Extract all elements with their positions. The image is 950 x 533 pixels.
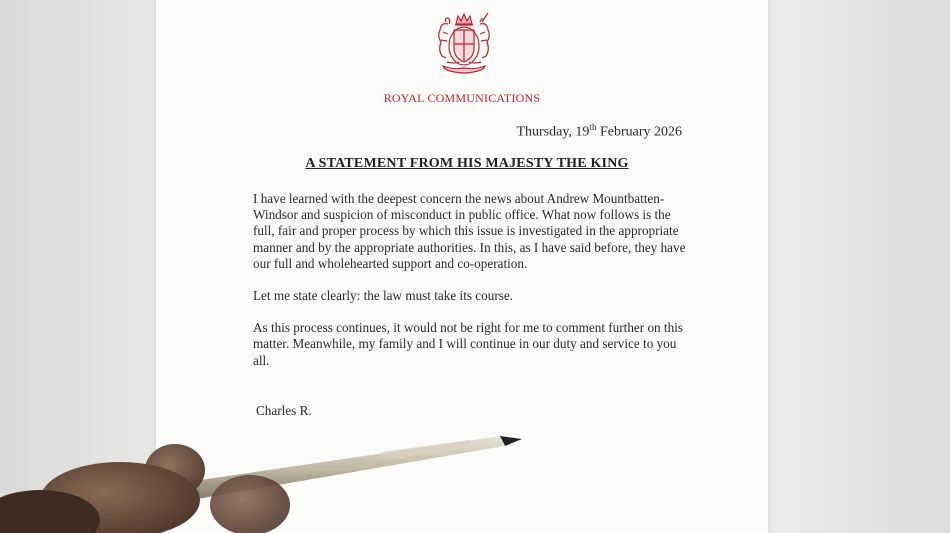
letter-date <box>516 122 682 141</box>
letter-page <box>156 0 768 533</box>
date-rest: February 2026 <box>596 124 682 140</box>
date-prefix: Thursday, 19 <box>516 124 590 140</box>
date-ordinal: th <box>589 122 597 132</box>
statement-body <box>253 191 693 385</box>
signature: Charles R. <box>256 403 312 418</box>
letterhead: ROYAL COMMUNICATIONS <box>383 91 541 105</box>
statement-title: A STATEMENT FROM HIS MAJESTY THE KING <box>305 156 629 171</box>
paragraph: I have learned with the deepest concern the news about Andrew Mountbatten-Windsor and suspicion of misconduct in public office. What now follows is the full, fair and proper process by which this issue is investigated in the appropriate manner and by the appropriate authorities. In this, as I have said before, they have our full and wholehearted support and co-operation. <box>253 191 686 271</box>
paragraph: Let me state clearly: the law must take its course. <box>253 288 513 304</box>
paragraph: As this process continues, it would not be right for me to comment further on this matter. Meanwhile, my family and I will continue in our duty and service to you all. <box>253 320 683 368</box>
royal-coat-of-arms-icon <box>429 10 499 78</box>
